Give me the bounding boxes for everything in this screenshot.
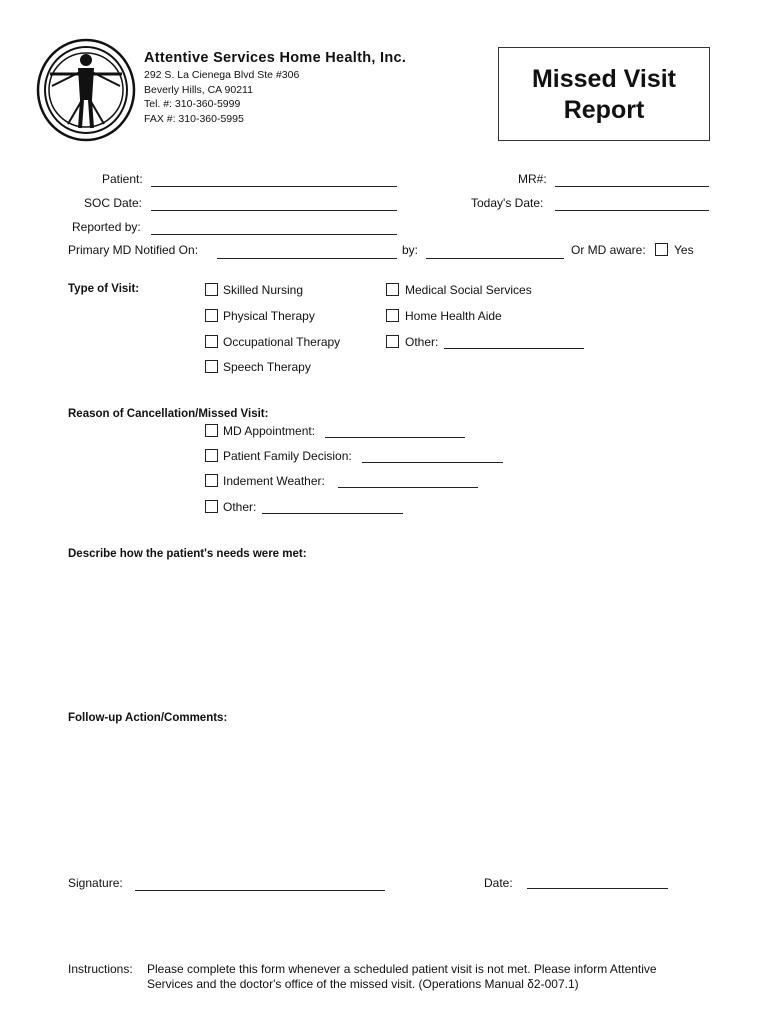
signature-label: Signature: [68,876,123,890]
skilled-nursing-checkbox[interactable] [205,283,218,296]
report-title-box [498,47,710,141]
home-health-aide-label: Home Health Aide [405,309,502,323]
company-logo [36,38,136,142]
cancellation-other-field[interactable] [262,513,403,514]
soc-date-label: SOC Date: [84,196,143,210]
visit-other-field[interactable] [444,348,584,349]
md-aware-yes-label: Yes [674,243,694,257]
md-appointment-checkbox[interactable] [205,424,218,437]
speech-therapy-label: Speech Therapy [223,360,311,374]
patient-family-decision-checkbox[interactable] [205,449,218,462]
occupational-therapy-checkbox[interactable] [205,335,218,348]
instructions-line-1: Please complete this form whenever a scheduled patient visit is not met. Please inform Attentive [147,962,657,976]
patient-family-decision-field[interactable] [362,462,503,463]
signature-field[interactable] [135,890,385,891]
md-appointment-field[interactable] [325,437,465,438]
mr-label: MR#: [518,172,547,186]
indement-weather-checkbox[interactable] [205,474,218,487]
patient-family-decision-label: Patient Family Decision: [223,449,352,463]
visit-other-checkbox[interactable] [386,335,399,348]
instructions-text [147,962,747,992]
by-label: by: [402,243,419,257]
reported-by-field[interactable] [151,234,397,235]
physical-therapy-label: Physical Therapy [223,309,315,323]
followup-heading: Follow-up Action/Comments: [68,712,228,724]
skilled-nursing-label: Skilled Nursing [223,283,304,297]
instructions-label: Instructions: [68,962,133,976]
medical-social-services-checkbox[interactable] [386,283,399,296]
company-address [144,68,299,126]
md-appointment-label: MD Appointment: [223,424,316,438]
soc-date-field[interactable] [151,210,397,211]
visit-type-label: Type of Visit: [68,283,140,295]
visit-other-label: Other: [405,335,439,349]
report-title-line-2: Report [563,96,645,124]
cancellation-other-label: Other: [223,500,257,514]
address-line-1: 292 S. La Cienega Blvd Ste #306 [144,69,300,81]
cancellation-other-checkbox[interactable] [205,500,218,513]
company-name: Attentive Services Home Health, Inc. [144,50,407,66]
instructions-line-2: Services and the doctor's office of the missed visit. (Operations Manual δ2-007.1) [147,977,579,991]
needs-met-heading: Describe how the patient's needs were met: [68,548,307,560]
address-line-2: Beverly Hills, CA 90211 [144,83,253,96]
occupational-therapy-label: Occupational Therapy [223,335,341,349]
md-aware-checkbox[interactable] [655,243,668,256]
indement-weather-field[interactable] [338,487,478,488]
signature-date-label: Date: [484,876,513,890]
mr-field[interactable] [555,186,709,187]
needs-met-area[interactable] [68,566,708,706]
followup-area[interactable] [68,730,708,870]
fax: FAX #: 310-360-5995 [144,112,244,125]
physical-therapy-checkbox[interactable] [205,309,218,322]
cancellation-label: Reason of Cancellation/Missed Visit: [68,408,269,420]
indement-weather-label: Indement Weather: [223,474,325,488]
primary-md-label: Primary MD Notified On: [68,243,199,257]
report-title-line-1: Missed Visit [531,65,677,93]
primary-md-field[interactable] [217,258,397,259]
reported-by-label: Reported by: [72,220,141,234]
by-field[interactable] [426,258,564,259]
md-aware-label: Or MD aware: [571,243,646,257]
speech-therapy-checkbox[interactable] [205,360,218,373]
telephone: Tel. #: 310-360-5999 [144,98,241,110]
todays-date-label: Today's Date: [471,196,544,210]
todays-date-field[interactable] [555,210,709,211]
patient-label: Patient: [102,172,143,186]
signature-date-field[interactable] [527,888,668,889]
patient-field[interactable] [151,186,397,187]
home-health-aide-checkbox[interactable] [386,309,399,322]
medical-social-services-label: Medical Social Services [405,283,532,297]
